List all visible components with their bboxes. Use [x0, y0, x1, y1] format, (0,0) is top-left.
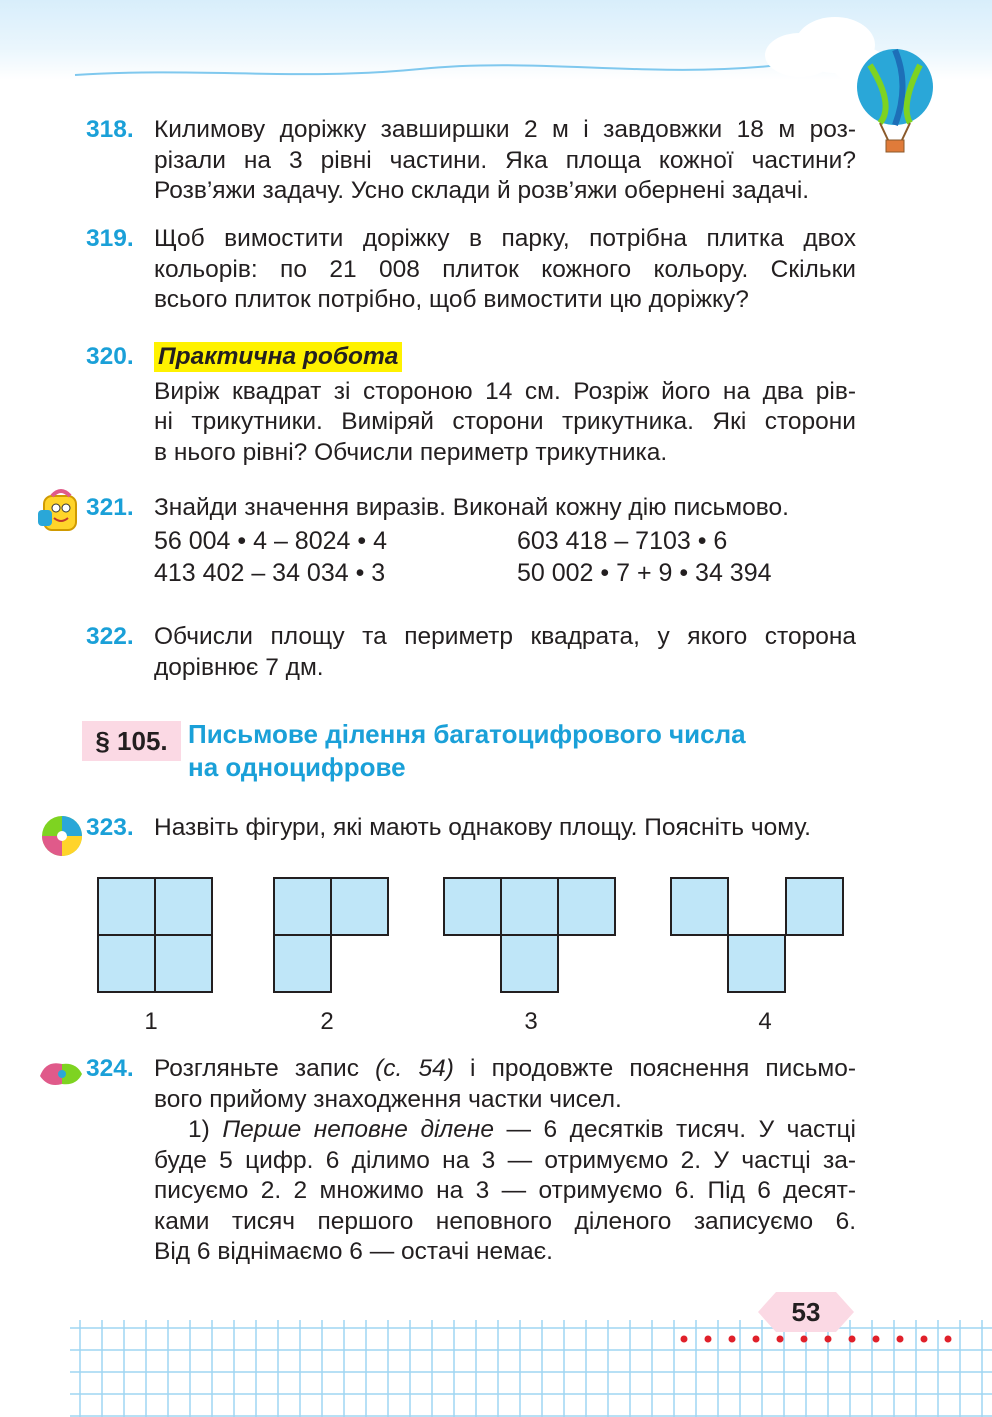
- backpack-icon: [36, 486, 86, 534]
- task-number: 319.: [86, 225, 134, 252]
- page-reference: (с. 54): [375, 1055, 454, 1082]
- practical-work-label: Практична робота: [154, 342, 402, 372]
- text-segment: 1): [188, 1116, 223, 1143]
- task-number: 320.: [86, 343, 134, 370]
- task-321: [86, 493, 856, 590]
- expressions: [154, 526, 856, 590]
- term: Перше неповне ділене: [222, 1116, 494, 1143]
- page-number: 53: [791, 1297, 821, 1327]
- task-text-line: [154, 1054, 856, 1085]
- hot-air-balloon-icon: [850, 45, 940, 160]
- task-text-line: буде 5 цифр. 6 ділимо на 3 — отримуємо 2. У частці за-: [154, 1146, 856, 1174]
- task-number: 322.: [86, 623, 134, 650]
- task-318: [86, 115, 856, 207]
- puzzle-icon: [36, 812, 88, 860]
- task-322: [86, 622, 856, 683]
- task-text-line: Килимову доріжку завширшки 2 м і завдовжки 18 м роз-: [154, 116, 856, 143]
- task-number: 324.: [86, 1055, 134, 1082]
- section-title: [188, 718, 848, 784]
- task-323: [86, 813, 856, 844]
- text-segment: — 6 десятків тисяч. У частці: [493, 1116, 856, 1143]
- figure-label: 1: [144, 1008, 158, 1035]
- task-text-line: в нього рівні? Обчисли периметр трикутника.: [154, 438, 668, 466]
- task-319: [86, 224, 856, 316]
- task-text-line: писуємо 2. 2 множимо на 3 — отримуємо 6. Під 6 десят-: [154, 1177, 856, 1204]
- text-segment: Розгляньте запис: [154, 1055, 376, 1082]
- section-number-badge: § 105.: [82, 721, 181, 761]
- task-text-line: всього плиток потрібно, щоб вимостити цю доріжку?: [154, 286, 749, 313]
- task-text-line: Розв’яжи задачу. Усно склади й розв’яжи обернені задачі.: [154, 177, 810, 204]
- task-320: [86, 342, 856, 468]
- section-title-line: Письмове ділення багатоцифрового числа: [188, 719, 746, 749]
- notebook-grid: [0, 1320, 992, 1417]
- task-text-line: Виріж квадрат зі стороною 14 см. Розріж його на два рів-: [154, 377, 856, 405]
- puzzle-pieces-icon: [36, 1056, 88, 1090]
- figure-label: 3: [524, 1008, 538, 1035]
- task-text-line: Обчисли площу та периметр квадрата, у якого сторона: [154, 623, 856, 650]
- expression: 50 002 • 7 + 9 • 34 394: [517, 558, 772, 587]
- task-text-line: Знайди значення виразів. Виконай кожну дію письмово.: [154, 494, 789, 521]
- expression: 603 418 – 7103 • 6: [517, 526, 728, 555]
- figure-4: [671, 878, 843, 992]
- text-segment: і продовжте пояснення письмо-: [453, 1055, 857, 1082]
- task-text-line: ні трикутники. Виміряй сторони трикутника. Які сторони: [154, 408, 856, 435]
- figure-label: 4: [758, 1008, 772, 1035]
- task-number: 323.: [86, 814, 134, 841]
- task-text-line: Від 6 віднімаємо 6 — остачі немає.: [154, 1238, 553, 1265]
- expression: 56 004 • 4 – 8024 • 4: [154, 526, 387, 555]
- task-text-line: ками тисяч першого неповного діленого записуємо 6.: [154, 1207, 856, 1235]
- figure-label: 2: [320, 1008, 334, 1035]
- expression: 413 402 – 34 034 • 3: [154, 558, 386, 587]
- task-number: 321.: [86, 494, 134, 521]
- task-text-line: [154, 1115, 856, 1146]
- task-text-line: кольорів: по 21 008 плиток кожного кольору. Скільки: [154, 255, 856, 283]
- task-text-line: Щоб вимостити доріжку в парку, потрібна плитка двох: [154, 225, 856, 252]
- task-text-line: дорівнює 7 дм.: [154, 653, 324, 681]
- section-title-line: на одноцифрове: [188, 752, 406, 782]
- task-text-line: вого прийому знаходження частки чисел.: [154, 1085, 622, 1113]
- figure-1: [98, 878, 212, 992]
- task-text-line: різали на 3 рівні частини. Яка площа кожної частини?: [154, 146, 856, 174]
- task-number: 318.: [86, 116, 134, 143]
- figure-2: [274, 878, 388, 992]
- task-324: [86, 1054, 856, 1268]
- task-text-line: Назвіть фігури, які мають однакову площу. Поясніть чому.: [154, 814, 811, 841]
- figure-3: [444, 878, 615, 992]
